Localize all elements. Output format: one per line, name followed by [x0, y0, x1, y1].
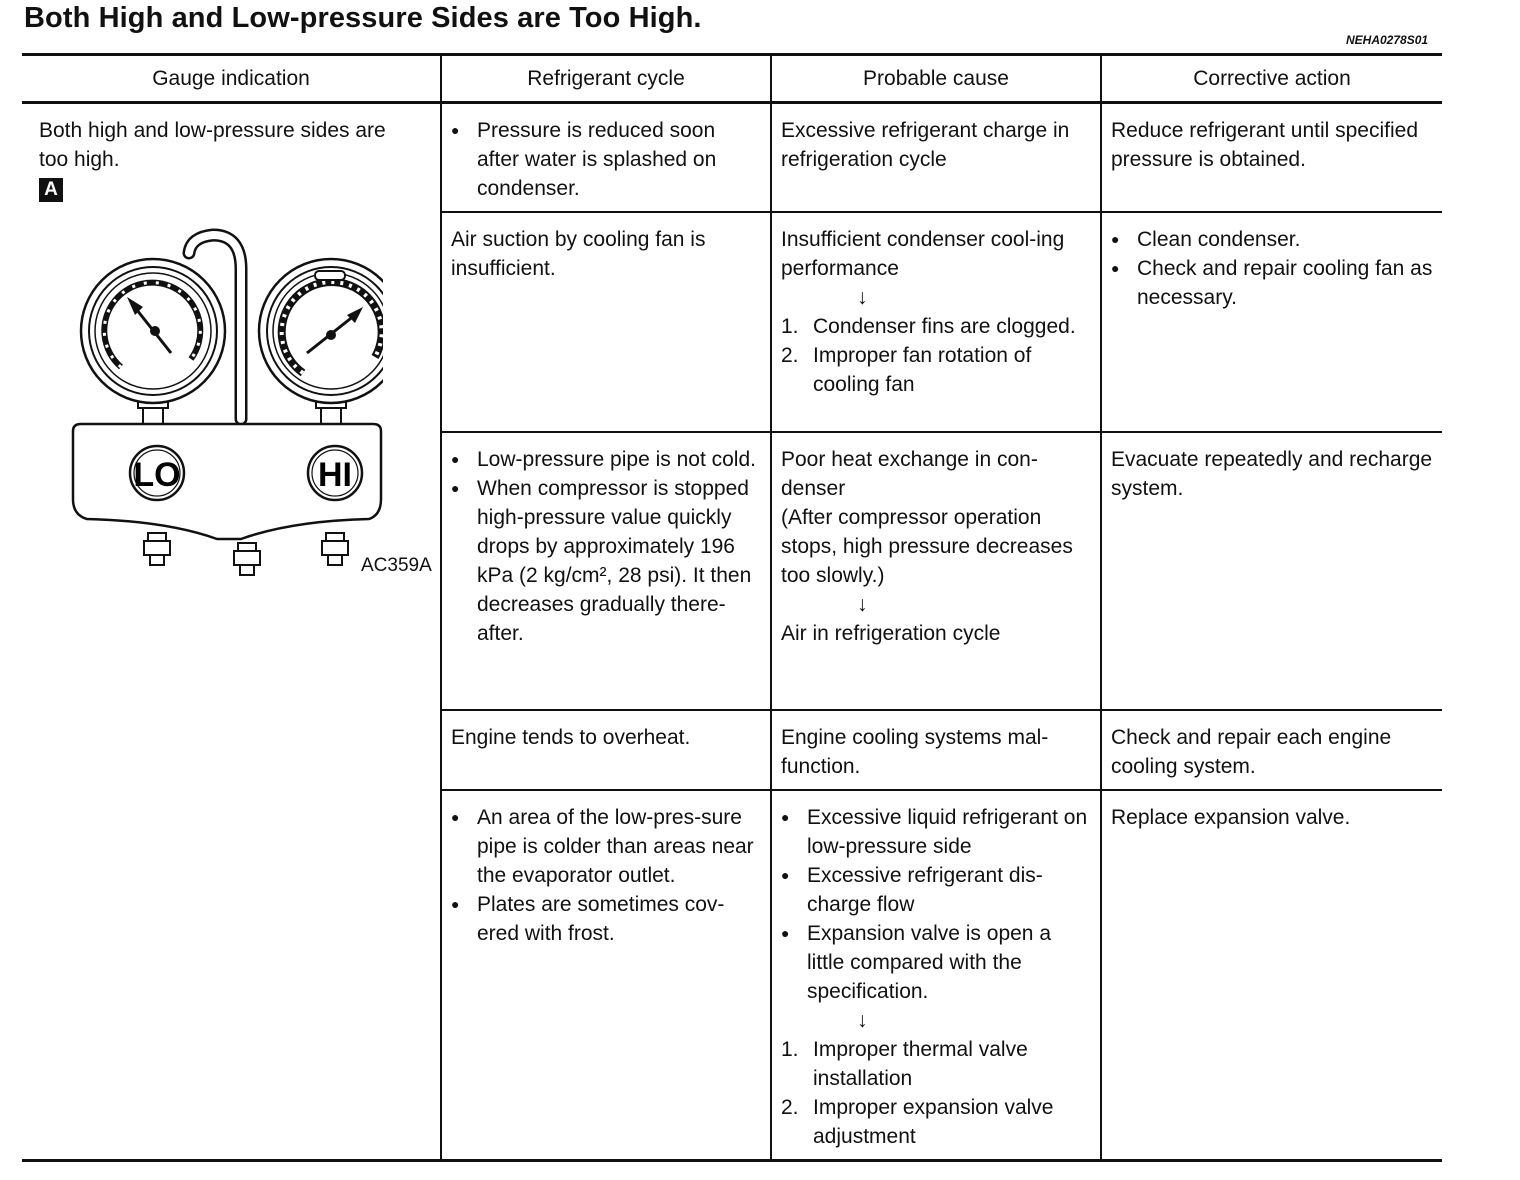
cycle-text: Engine tends to overheat.	[451, 726, 691, 749]
header-corrective-action: Corrective action	[1101, 55, 1442, 103]
bullet-item: ● Excessive liquid refrigerant on low-pressure side	[781, 803, 1092, 861]
bullet-item: ● Low-pressure pipe is not cold.	[451, 445, 762, 474]
numbered-item	[781, 341, 1092, 399]
bullet-list	[1111, 225, 1434, 312]
corrective-action-cell	[1101, 710, 1442, 790]
corrective-action-cell	[1101, 790, 1442, 1161]
item-number: 1.	[781, 315, 799, 338]
item-number: 1.	[781, 1038, 799, 1061]
item-text: Improper fan rotation of cooling fan	[813, 344, 1032, 396]
cause-text: Engine cooling systems mal-function.	[781, 726, 1049, 778]
probable-cause-cell	[771, 790, 1101, 1161]
down-arrow-icon: ↓	[857, 286, 868, 309]
cause-text: Insufficient condenser cool-ing performance	[781, 228, 1065, 280]
cause-result: Air in refrigeration cycle	[781, 622, 1001, 645]
cycle-text: Air suction by cooling fan is insufficient.	[451, 228, 706, 280]
cause-note: (After compressor operation stops, high pressure decreases too slowly.)	[781, 506, 1073, 587]
cause-text: Poor heat exchange in con-denser	[781, 448, 1038, 500]
header-refrigerant-cycle: Refrigerant cycle	[441, 55, 771, 103]
numbered-item	[781, 1093, 1092, 1151]
bullet-item: ● An area of the low-pres-sure pipe is colder than areas near the evaporator outlet.	[451, 803, 762, 890]
down-arrow-icon: ↓	[857, 1009, 868, 1032]
numbered-item	[781, 312, 1092, 341]
action-text: Check and repair each engine cooling system.	[1111, 726, 1392, 778]
figure-code: AC359A	[361, 555, 432, 576]
action-text: Reduce refrigerant until specified pressure is obtained.	[1111, 119, 1419, 171]
action-text: Evacuate repeatedly and recharge system.	[1111, 448, 1433, 500]
header-probable-cause: Probable cause	[771, 55, 1101, 103]
refrigerant-cycle-cell	[441, 212, 771, 432]
action-text: Replace expansion valve.	[1111, 806, 1351, 829]
numbered-item	[781, 1035, 1092, 1093]
bullet-list	[451, 445, 762, 648]
left-fitting	[144, 533, 170, 565]
bullet-item: ● Excessive refrigerant dis-charge flow	[781, 861, 1092, 919]
gauge-manifold-figure	[39, 203, 439, 593]
gauge-indication-cell	[22, 103, 441, 1161]
item-number: 2.	[781, 344, 799, 367]
numbered-list	[781, 1035, 1092, 1151]
refrigerant-cycle-cell	[441, 103, 771, 213]
probable-cause-cell	[771, 710, 1101, 790]
item-text: Improper expansion valve adjustment	[813, 1096, 1054, 1148]
diagnosis-table	[22, 53, 1442, 1162]
manifold-gauge-illustration	[63, 219, 383, 579]
item-number: 2.	[781, 1096, 799, 1119]
hi-label: HI	[318, 456, 352, 494]
corrective-action-cell	[1101, 212, 1442, 432]
right-fitting	[322, 533, 348, 565]
badge-a: A	[39, 178, 63, 202]
hi-gauge-window	[315, 271, 345, 280]
bullet-item: ● When compressor is stopped high-pressure value quickly drops by approximately 196 kPa (2 kg/cm², 28 psi). It then decreases gradually there-after.	[451, 474, 762, 648]
bullet-item: ● Clean condenser.	[1111, 225, 1434, 254]
bullet-list	[781, 803, 1092, 1006]
probable-cause-cell	[771, 212, 1101, 432]
refrigerant-cycle-cell	[441, 790, 771, 1161]
bullet-item: ● Pressure is reduced soon after water is splashed on condenser.	[451, 116, 762, 203]
refrigerant-cycle-cell	[441, 710, 771, 790]
gauge-indication-text: Both high and low-pressure sides are too high.	[39, 119, 386, 171]
item-text: Condenser fins are clogged.	[813, 315, 1076, 338]
probable-cause-cell	[771, 103, 1101, 213]
probable-cause-cell	[771, 432, 1101, 710]
bullet-list	[451, 803, 762, 948]
corrective-action-cell	[1101, 103, 1442, 213]
lo-gauge-pivot	[150, 326, 160, 336]
center-fitting	[234, 543, 260, 575]
lo-label: LO	[133, 456, 181, 494]
hi-gauge-pivot	[326, 330, 336, 340]
table-header-row	[22, 55, 1442, 103]
bullet-item: ● Expansion valve is open a little compared with the specification.	[781, 919, 1092, 1006]
page-title: Both High and Low-pressure Sides are Too High.	[24, 2, 702, 34]
header-gauge-indication: Gauge indication	[22, 55, 441, 103]
bullet-item: ● Check and repair cooling fan as necessary.	[1111, 254, 1434, 312]
reference-code: NEHA0278S01	[1346, 33, 1429, 47]
refrigerant-cycle-cell	[441, 432, 771, 710]
corrective-action-cell	[1101, 432, 1442, 710]
bullet-list	[451, 116, 762, 203]
item-text: Improper thermal valve installation	[813, 1038, 1028, 1090]
cause-text: Excessive refrigerant charge in refrigeration cycle	[781, 119, 1070, 171]
table-row	[22, 103, 1442, 213]
numbered-list	[781, 312, 1092, 399]
bullet-item: ● Plates are sometimes cov-ered with frost.	[451, 890, 762, 948]
down-arrow-icon: ↓	[857, 593, 868, 616]
